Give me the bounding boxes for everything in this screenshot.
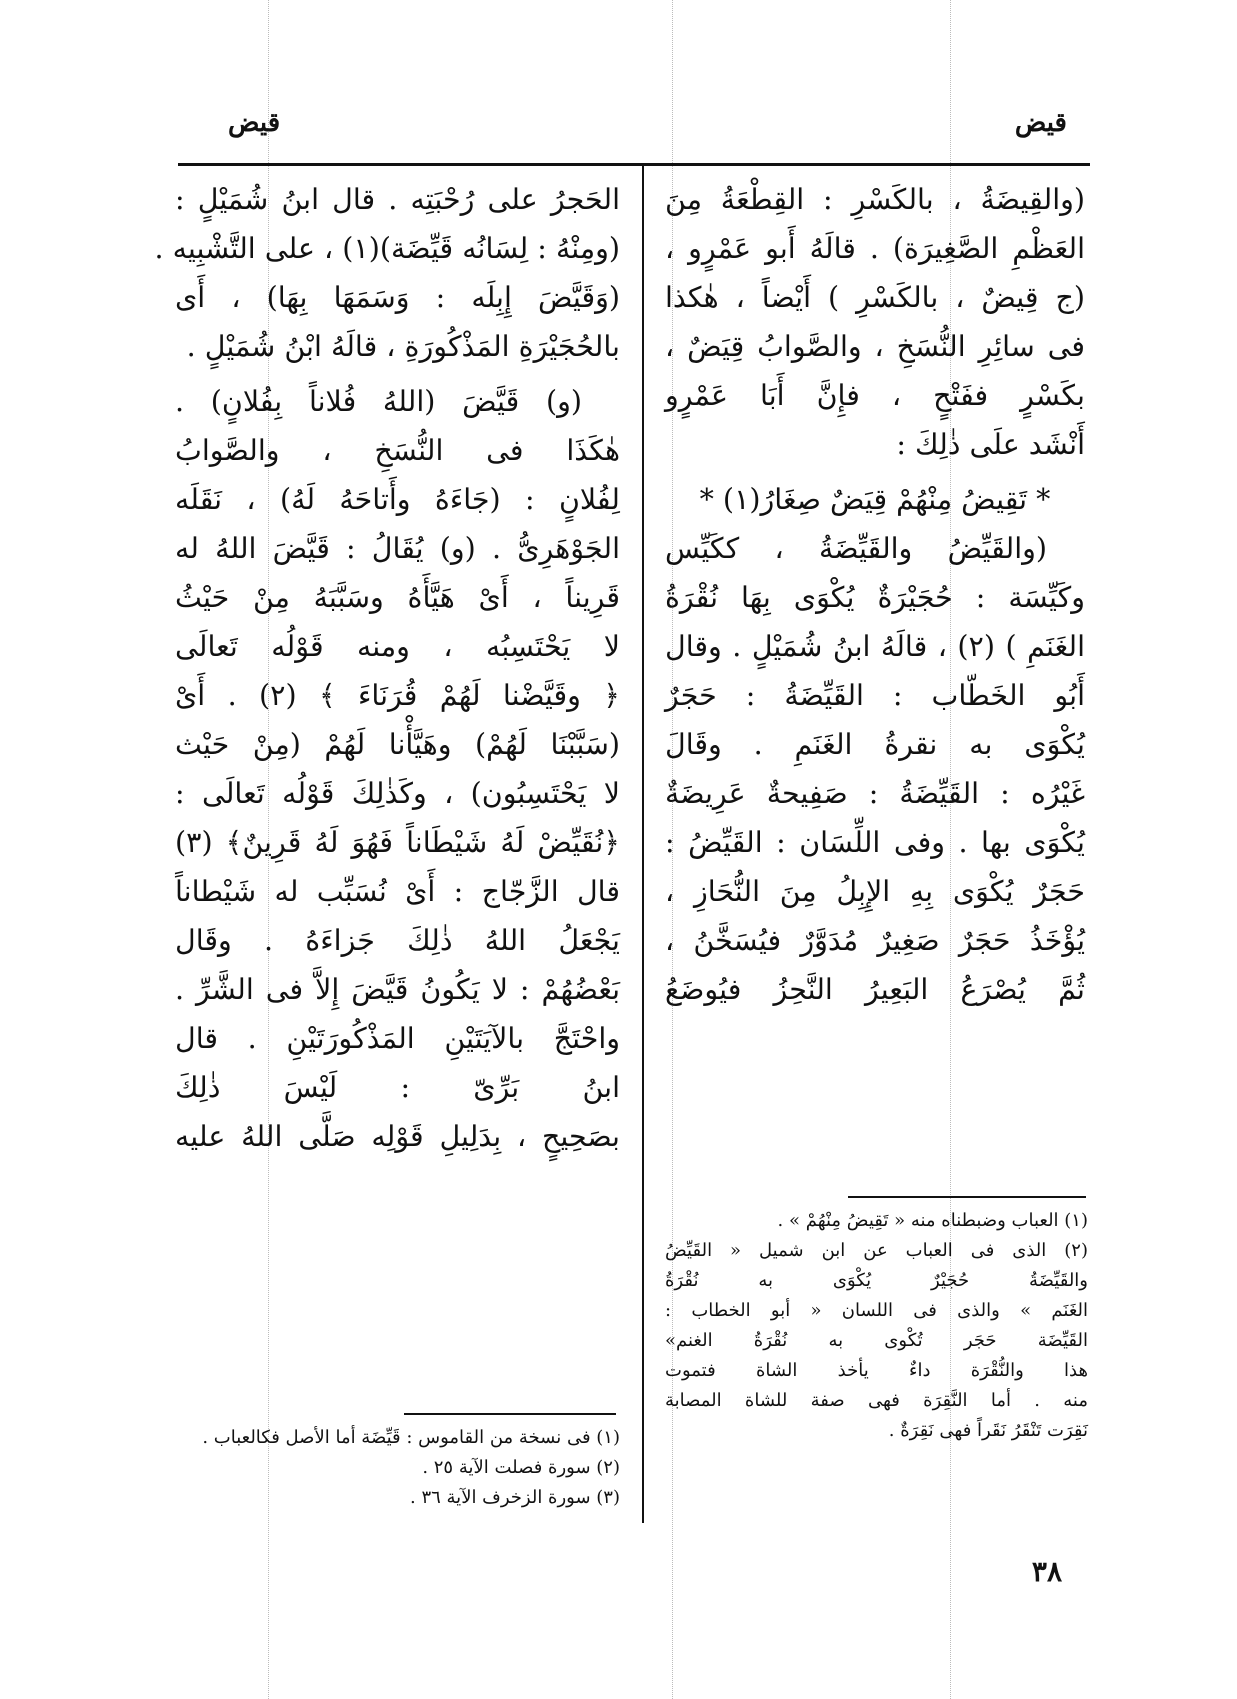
text-line: (وَقَيَّضَ إِبِلَه : وَسَمَهَا بِهَا) ، أَى [175, 281, 620, 314]
text-line: ابنُ بَرِّىّ : لَيْسَ ذٰلِكَ [175, 1071, 620, 1104]
text-line: وكَيِّسَة : حُجَيْرَةٌ يُكْوَى بِهَا نُقْرَةُ [665, 581, 1085, 614]
footnote-line: منه . أما النَّقِرَة فهى صفة للشاة المصابة [665, 1390, 1088, 1411]
text-line: (و) قَيَّضَ (اللهُ فُلاناً بِفُلانٍ) . [175, 385, 582, 418]
text-line: الحَجرُ على رُحْبَتِه . قال ابنُ شُمَيْلٍ : [175, 183, 620, 216]
text-line: (والقَيِّضُ والقَيِّضَةُ ، ككَيِّس [665, 532, 1047, 565]
text-line: لا يَحْتَسِبُون) ، وكَذٰلِكَ قَوْلُه تَعالَى : [175, 777, 620, 810]
text-line: يَجْعَلُ اللهُ ذٰلِكَ جَزاءَهُ . وقَال [175, 924, 620, 957]
footnote-line: (٢) الذى فى العباب عن ابن شميل « القَيِّضُ [665, 1240, 1088, 1261]
footnote-line: (٣) سورة الزخرف الآية ٣٦ . [410, 1487, 620, 1508]
text-line: بالحُجَيْرَةِ المَذْكُورَةِ ، قالَهُ ابْنُ شُمَيْلٍ . [186, 330, 620, 363]
column-divider [642, 166, 644, 1523]
quran-quote-line: ﴿نُقَيِّضْ لَهُ شَيْطَاناً فَهُوَ لَهُ قَرِينٌ﴾ (٣) [175, 826, 620, 859]
text-line: بكَسْرٍ ففَتْحٍ ، فإِنَّ أَبَا عَمْرٍو [665, 379, 1085, 412]
text-line: قال الزَّجّاج : أَىْ نُسَبِّب له شَيْطاناً [175, 875, 620, 908]
text-line: غَيْرُه : القَيِّضَةُ : صَفِيحةٌ عَرِيضَةٌ [665, 777, 1085, 810]
footnote-rule-left [404, 1413, 616, 1415]
footnotes-right [665, 1206, 1088, 1446]
text-line: حَجَرٌ يُكْوَى بِهِ الإِبِلُ مِنَ النُّحَازِ ، [665, 875, 1085, 908]
text-line: (ومِنْهُ : لِسَانُه قَيِّضَة)(١) ، على التَّشْبِيه . [154, 232, 620, 265]
text-line: قَرِيناً ، أَىْ هَيَّأَهُ وسَبَّبَهُ مِنْ حَيْثُ [175, 581, 620, 614]
footnote-line: (١) العباب وضبطناه منه « تَقِيضُ مِنْهُمْ » . [777, 1210, 1088, 1231]
page-number: ٣٨ [1031, 1555, 1062, 1588]
text-line: يُكْوَى به نقرةُ الغَنَمِ . وقَالَ [665, 728, 1085, 761]
text-line: ثُمَّ يُصْرَعُ البَعِيرُ النَّحِزُ فيُوضَعُ [665, 973, 1085, 1006]
text-line: أَنْشَد علَى ذٰلِكَ : [896, 428, 1085, 461]
text-line: الغَنَمِ ) (٢) ، قالَهُ ابنُ شُمَيْلٍ . وقال [665, 630, 1085, 663]
text-line: هٰكَذَا فى النُّسَخِ ، والصَّوابُ [175, 434, 620, 467]
text-line: بَعْضُهُمْ : لا يَكُونُ قَيَّضَ إِلاَّ فى الشَّرِّ . [175, 973, 620, 1006]
header-rule [178, 163, 1090, 166]
right-column [665, 175, 1085, 1014]
footnote-line: هذا والنُّقْرَة داءٌ يأخذ الشاة فتموت [665, 1360, 1088, 1381]
footnote-line: والقَيِّضَةُ حُجَيْرٌ يُكْوَى به نُقْرَةُ [665, 1270, 1088, 1291]
text-line: يُؤْخَذُ حَجَرٌ صَغِيرٌ مُدَوَّرٌ فيُسَخَّنُ ، [665, 924, 1085, 957]
text-line: واحْتَجَّ بالآيَتَيْنِ المَذْكُورَتَيْنِ . قال [175, 1022, 620, 1055]
verse-line: * تَقِيضُ مِنْهُمْ قِيَضٌ صِغَارُ(١) * [699, 483, 1051, 516]
text-line: (سَبَّبْنَا لَهُمْ) وهَيَّأْنا لَهُمْ (مِنْ حَيْث [175, 728, 620, 761]
text-line: يُكْوَى بها . وفى اللِّسَان : القَيِّضُ : [665, 826, 1085, 859]
left-column [154, 175, 620, 1161]
text-line: فى سائِرِ النُّسَخِ ، والصَّوابُ قِيَضٌ ، [665, 330, 1085, 363]
footnote-line: (٢) سورة فصلت الآية ٢٥ . [422, 1457, 620, 1478]
text-line: (والقِيضَةُ ، بالكَسْرِ : القِطْعَةُ مِنَ [665, 183, 1085, 216]
text-line: الجَوْهَرِىُّ . (و) يُقَالُ : قَيَّضَ اللهُ له [175, 532, 620, 565]
footnote-line: القَيِّضَة حَجَر تُكْوى به نُقْرَةُ الغنم» [665, 1330, 1088, 1351]
text-line: أَبُو الخَطّاب : القَيِّضَةُ : حَجَرٌ [665, 679, 1085, 712]
quran-quote-line: ﴿ وقَيَّضْنا لَهُمْ قُرَنَاءَ ﴾ (٢) . أَىْ [175, 679, 620, 712]
footnote-line: نَقِرَت تَنْقَرُ نَقَراً فهى نَقِرَةٌ . [888, 1420, 1088, 1441]
text-line: لِفُلانٍ : (جَاءَهُ وأَتاحَهُ لَهُ) ، نَقَلَه [175, 483, 620, 516]
text-line: (ج قِيضٌ ، بالكَسْرِ ) أَيْضاً ، هٰكذا [665, 281, 1085, 314]
text-line: لا يَحْتَسِبُه ، ومنه قَوْلُه تَعالَى [175, 630, 620, 663]
footnote-line: (١) فى نسخة من القاموس : قَيِّضَة أما الأصل فكالعباب . [202, 1427, 620, 1448]
text-line: بصَحِيحٍ ، بِدَلِيلِ قَوْلِه صَلَّى اللهُ عليه [175, 1120, 620, 1153]
header-word-right: قيض [1014, 108, 1067, 138]
header-word-left: قيض [228, 108, 281, 138]
text-line: العَظْمِ الصَّغِيرَة) . قالَهُ أَبو عَمْرٍو ، [665, 232, 1085, 265]
footnote-rule-right [848, 1196, 1086, 1198]
footnote-line: الغَنَم » والذى فى اللسان « أبو الخطاب : [665, 1300, 1088, 1321]
footnotes-left [175, 1423, 620, 1513]
